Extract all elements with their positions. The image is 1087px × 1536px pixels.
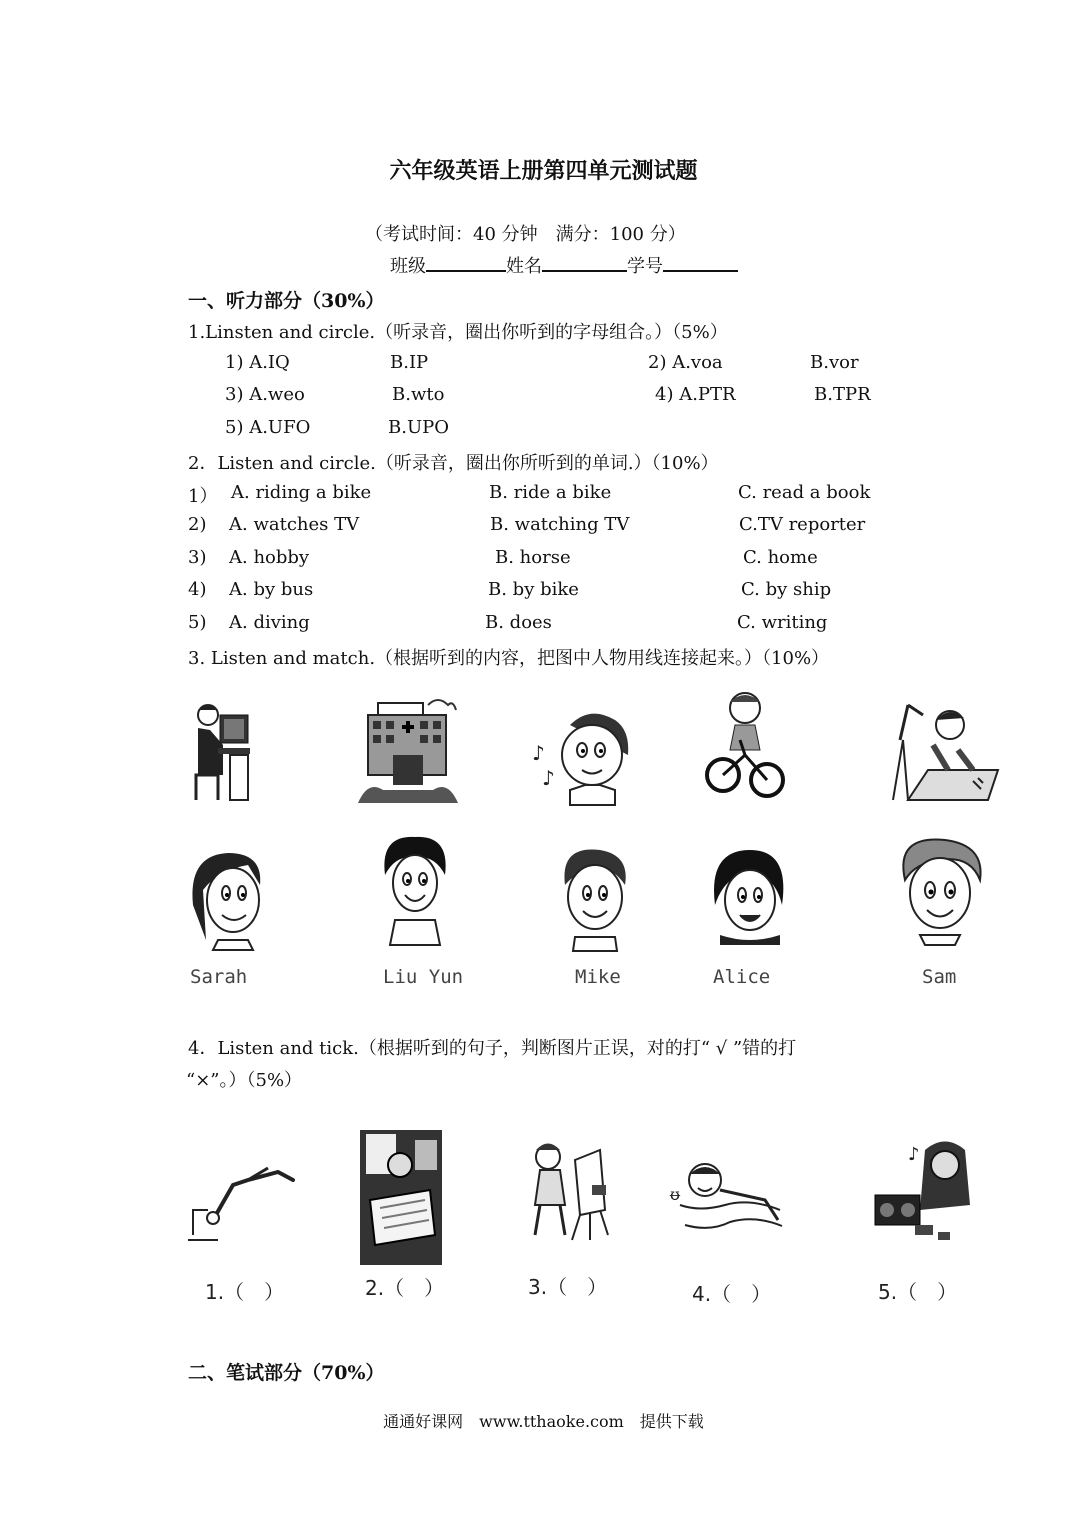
q2-row-3-c: C. home bbox=[743, 547, 818, 568]
part2-heading: 二、笔试部分（70%） bbox=[188, 1362, 385, 1384]
q4-prompt-line1: 4．Listen and tick.（根据听到的句子，判断图片正误，对的打“ √ ”错的打 bbox=[188, 1038, 797, 1059]
q4-prompt-line2: “×”。）（5%） bbox=[186, 1070, 303, 1091]
name-sam: Sam bbox=[922, 966, 957, 988]
student-fields bbox=[390, 252, 738, 278]
q1-item-2a: 2) A.voa bbox=[648, 352, 723, 373]
music-player-picture bbox=[870, 1135, 980, 1250]
q1-item-5a: 5) A.UFO bbox=[225, 417, 311, 438]
svg-text:ᵿ: ᵿ bbox=[670, 1185, 680, 1204]
singing-girl-picture bbox=[530, 705, 635, 810]
tick-label-5[interactable]: 5.（ ） bbox=[878, 1280, 958, 1304]
alice-face-picture bbox=[710, 845, 790, 945]
exam-info: （考试时间：40 分钟 满分：100 分） bbox=[365, 224, 686, 245]
q2-row-4-a: A. by bus bbox=[229, 579, 314, 600]
q1-item-2b: B.vor bbox=[810, 352, 859, 373]
bike-rider-picture bbox=[705, 690, 785, 805]
q2-prompt: 2．Listen and circle.（听录音，圈出你所听到的单词.）（10%） bbox=[188, 453, 719, 474]
sam-face-picture bbox=[895, 835, 985, 947]
q1-item-1a: 1) A.IQ bbox=[225, 352, 290, 373]
q1-item-1b: B.IP bbox=[390, 352, 429, 373]
svg-text:♪: ♪ bbox=[532, 741, 545, 765]
q2-row-5-b: B. does bbox=[485, 612, 552, 633]
q2-row-1-a: A. riding a bike bbox=[231, 482, 372, 503]
computer-user-picture bbox=[188, 700, 258, 805]
name-blank[interactable] bbox=[542, 252, 627, 272]
q2-row-4-c: C. by ship bbox=[741, 579, 832, 600]
q2-row-3-b: B. horse bbox=[495, 547, 571, 568]
q2-row-2-c: C.TV reporter bbox=[739, 514, 866, 535]
liu-yun-face-picture bbox=[380, 835, 450, 947]
swimming-boy-picture bbox=[670, 1150, 785, 1235]
q2-row-1-c: C. read a book bbox=[738, 482, 871, 503]
q2-row-3-a: A. hobby bbox=[229, 547, 310, 568]
q2-row-1-num: 1） bbox=[188, 486, 218, 507]
q1-item-5b: B.UPO bbox=[388, 417, 449, 438]
q1-item-3b: B.wto bbox=[392, 384, 445, 405]
q2-row-5-a: A. diving bbox=[229, 612, 310, 633]
part1-heading: 一、听力部分（30%） bbox=[188, 290, 385, 312]
diving-picture bbox=[188, 1150, 303, 1245]
name-mike: Mike bbox=[575, 966, 621, 988]
q1-item-4b: B.TPR bbox=[814, 384, 871, 405]
q2-row-5-c: C. writing bbox=[737, 612, 828, 633]
footer-credit: 通通好课网 www.tthaoke.com 提供下载 bbox=[383, 1412, 704, 1431]
tick-label-1[interactable]: 1.（ ） bbox=[205, 1280, 285, 1304]
tick-label-4[interactable]: 4.（ ） bbox=[692, 1282, 772, 1306]
hospital-picture bbox=[358, 695, 458, 807]
q2-row-1-b: B. ride a bike bbox=[489, 482, 612, 503]
drawing-boy-picture bbox=[888, 700, 1003, 805]
reading-person-picture bbox=[360, 1130, 442, 1265]
number-label: 学号 bbox=[627, 256, 663, 277]
q1-item-3a: 3) A.weo bbox=[225, 384, 305, 405]
q1-prompt: 1.Linsten and circle.（听录音，圈出你听到的字母组合。）（5%） bbox=[188, 322, 728, 343]
name-label: 姓名 bbox=[506, 256, 542, 277]
name-sarah: Sarah bbox=[190, 966, 248, 988]
svg-text:♪: ♪ bbox=[908, 1144, 920, 1165]
q2-row-5-num: 5) bbox=[188, 612, 207, 633]
q3-prompt: 3. Listen and match.（根据听到的内容，把图中人物用线连接起来。）（10%） bbox=[188, 648, 830, 669]
tick-label-3[interactable]: 3.（ ） bbox=[528, 1275, 608, 1299]
q2-row-4-b: B. by bike bbox=[488, 579, 579, 600]
class-blank[interactable] bbox=[426, 252, 506, 272]
name-liu-yun: Liu Yun bbox=[383, 966, 464, 988]
q2-row-4-num: 4) bbox=[188, 579, 207, 600]
svg-text:♪: ♪ bbox=[542, 766, 555, 790]
q2-row-3-num: 3) bbox=[188, 547, 207, 568]
class-label: 班级 bbox=[390, 256, 426, 277]
q1-item-4a: 4) A.PTR bbox=[655, 384, 736, 405]
q2-row-2-a: A. watches TV bbox=[229, 514, 360, 535]
mike-face-picture bbox=[555, 845, 635, 953]
q2-row-2-num: 2) bbox=[188, 514, 207, 535]
q2-row-2-b: B. watching TV bbox=[490, 514, 630, 535]
page-title: 六年级英语上册第四单元测试题 bbox=[389, 158, 698, 184]
number-blank[interactable] bbox=[663, 252, 738, 272]
tick-label-2[interactable]: 2.（ ） bbox=[365, 1276, 445, 1300]
painting-girl-picture bbox=[520, 1135, 615, 1245]
sarah-face-picture bbox=[188, 845, 268, 950]
name-alice: Alice bbox=[713, 966, 771, 988]
